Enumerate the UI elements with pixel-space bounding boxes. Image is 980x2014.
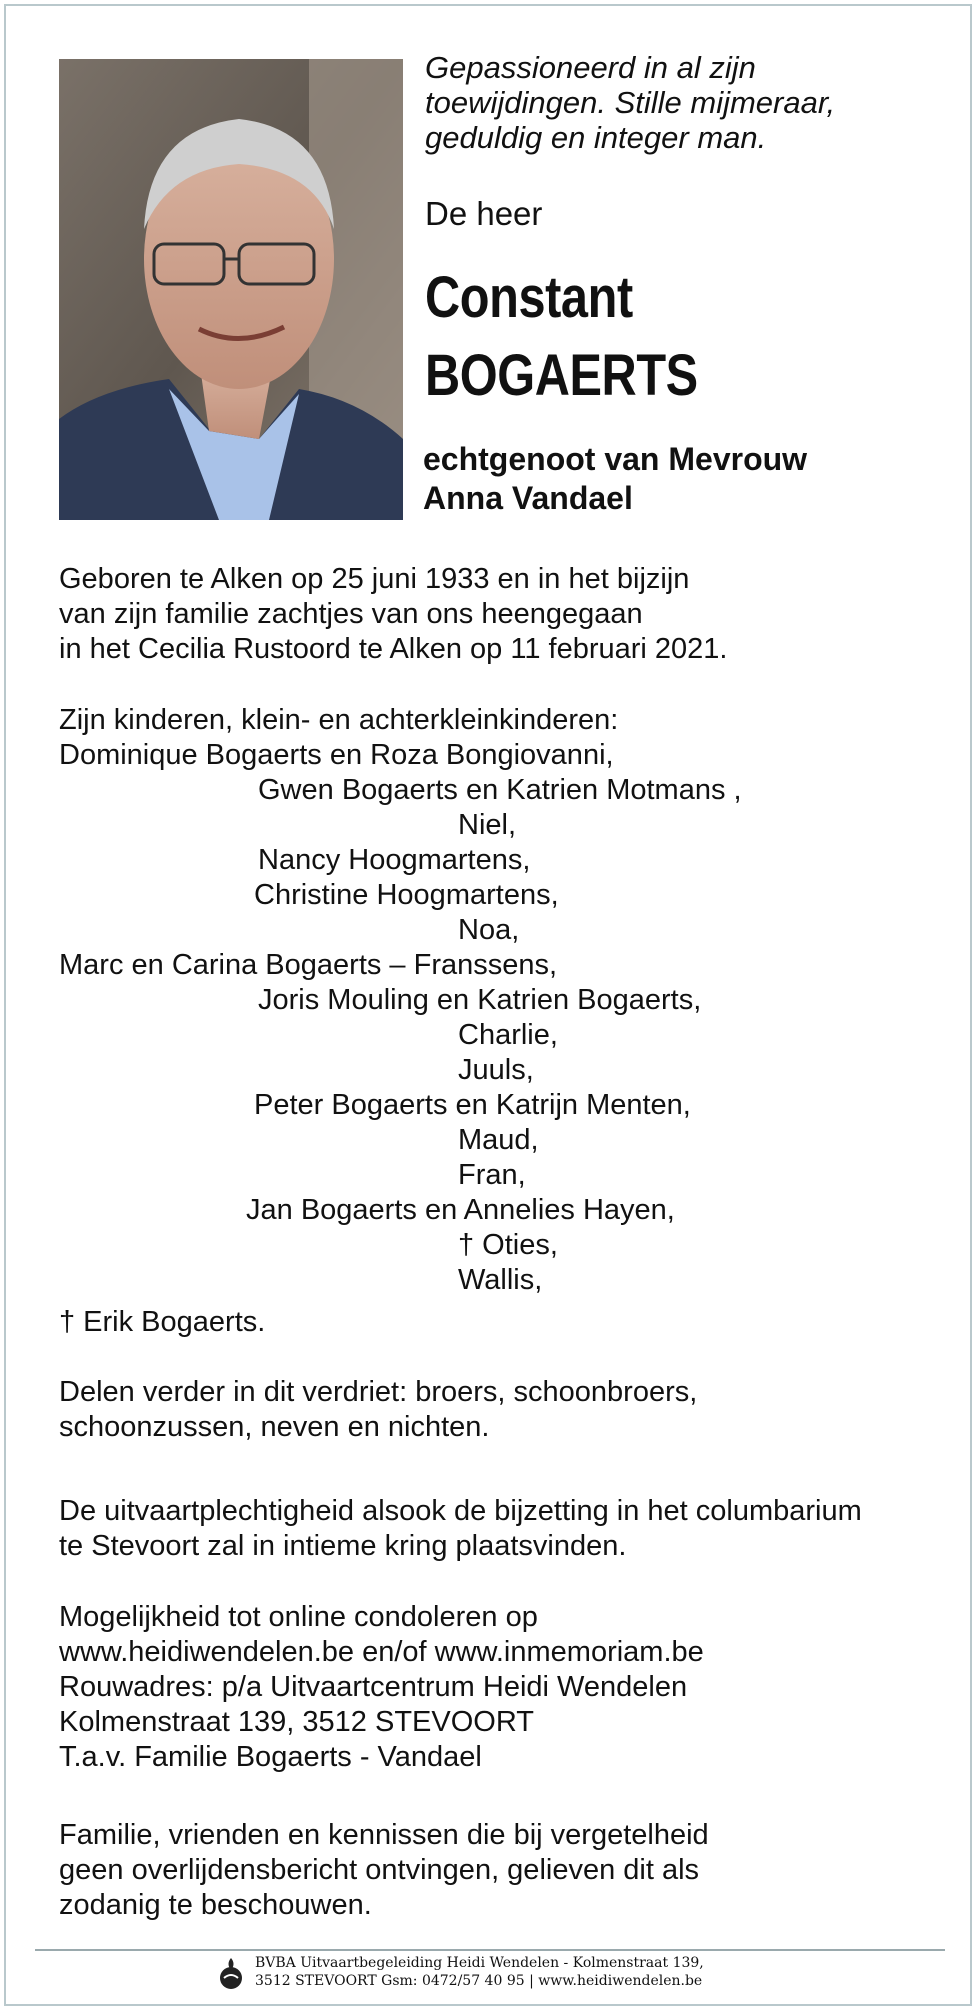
family-member: † Oties, xyxy=(458,1229,558,1261)
footer-divider xyxy=(35,1949,945,1951)
memorial-quote xyxy=(425,50,945,155)
first-name: Constant xyxy=(425,265,633,330)
quote-line: geduldig en integer man. xyxy=(425,120,767,155)
family-member: Marc en Carina Bogaerts – Franssens, xyxy=(59,949,558,981)
footer-info xyxy=(255,1954,704,1990)
spouse-info xyxy=(423,440,943,518)
contact-line: Mogelijkheid tot online condoleren op xyxy=(59,1601,538,1633)
family-member: Niel, xyxy=(458,809,517,841)
spouse-line: Anna Vandael xyxy=(423,480,633,516)
closing-line: geen overlijdensbericht ontvingen, gelieven dit als xyxy=(59,1854,700,1886)
family-intro: Zijn kinderen, klein- en achterkleinkinderen: xyxy=(59,704,619,736)
portrait-photo xyxy=(59,59,403,520)
ceremony-line: te Stevoort zal in intieme kring plaatsvinden. xyxy=(59,1530,627,1562)
birth-line: Geboren te Alken op 25 juni 1933 en in het bijzijn xyxy=(59,563,690,595)
quote-line: Gepassioneerd in al zijn xyxy=(425,50,756,85)
family-member: Christine Hoogmartens, xyxy=(254,879,559,911)
family-member: Maud, xyxy=(458,1124,539,1156)
closing-line: zodanig te beschouwen. xyxy=(59,1889,372,1921)
contact-line: Rouwadres: p/a Uitvaartcentrum Heidi Wendelen xyxy=(59,1671,688,1703)
quote-line: toewijdingen. Stille mijmeraar, xyxy=(425,85,836,120)
footer-line: BVBA Uitvaartbegeleiding Heidi Wendelen - Kolmenstraat 139, xyxy=(255,1955,704,1971)
honorific: De heer xyxy=(425,195,543,232)
contact-line: Kolmenstraat 139, 3512 STEVOORT xyxy=(59,1706,534,1738)
birth-line: van zijn familie zachtjes van ons heengegaan xyxy=(59,598,643,630)
family-member: Nancy Hoogmartens, xyxy=(258,844,531,876)
closing-line: Familie, vrienden en kennissen die bij vergetelheid xyxy=(59,1819,709,1851)
footer-line: 3512 STEVOORT Gsm: 0472/57 40 95 | www.heidiwendelen.be xyxy=(255,1973,703,1989)
family-member: Joris Mouling en Katrien Bogaerts, xyxy=(258,984,702,1016)
family-member: Dominique Bogaerts en Roza Bongiovanni, xyxy=(59,739,614,771)
family-member: Jan Bogaerts en Annelies Hayen, xyxy=(246,1194,675,1226)
family-member: Charlie, xyxy=(458,1019,558,1051)
family-member: Gwen Bogaerts en Katrien Motmans , xyxy=(258,774,742,806)
contact-line: www.heidiwendelen.be en/of www.inmemoriam.be xyxy=(59,1636,704,1668)
funeral-home-logo-icon xyxy=(218,1956,244,1992)
family-member: † Erik Bogaerts. xyxy=(59,1306,266,1338)
share-line: schoonzussen, neven en nichten. xyxy=(59,1411,490,1443)
share-line: Delen verder in dit verdriet: broers, schoonbroers, xyxy=(59,1376,698,1408)
family-member: Noa, xyxy=(458,914,520,946)
ceremony-line: De uitvaartplechtigheid alsook de bijzetting in het columbarium xyxy=(59,1495,862,1527)
family-member: Wallis, xyxy=(458,1264,543,1296)
family-member: Fran, xyxy=(458,1159,526,1191)
contact-line: T.a.v. Familie Bogaerts - Vandael xyxy=(59,1741,482,1773)
birth-line: in het Cecilia Rustoord te Alken op 11 februari 2021. xyxy=(59,633,728,665)
family-member: Peter Bogaerts en Katrijn Menten, xyxy=(254,1089,691,1121)
last-name: BOGAERTS xyxy=(425,343,698,408)
family-member: Juuls, xyxy=(458,1054,534,1086)
spouse-line: echtgenoot van Mevrouw xyxy=(423,441,808,477)
